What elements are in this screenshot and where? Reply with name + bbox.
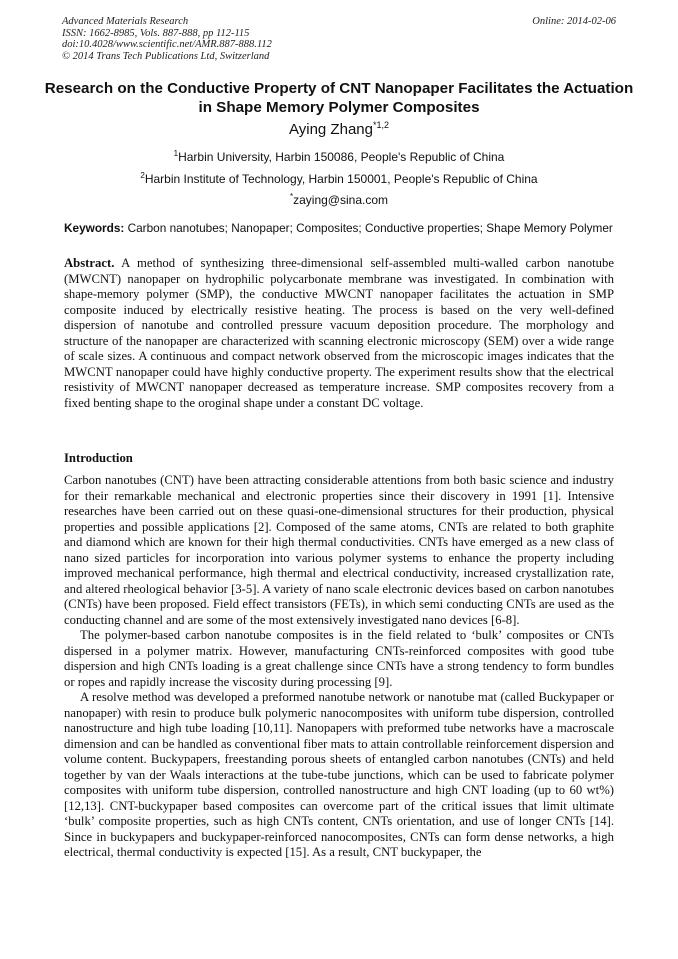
affiliation-1	[40, 150, 638, 165]
affiliation-1-sup: 1	[173, 149, 179, 158]
keywords	[64, 221, 614, 235]
online-date-text: Online: 2014-02-06	[532, 16, 616, 27]
paper-title: Research on the Conductive Property of CNT Nanopaper Facilitates the Actuation in Shape Memory Polymer Composites	[44, 80, 634, 116]
email-address[interactable]: zaying@sina.com	[293, 193, 388, 207]
affiliation-1-text: Harbin University, Harbin 150086, People's Republic of China	[178, 150, 505, 164]
author-line	[40, 120, 638, 139]
online-date	[532, 16, 616, 28]
abstract	[64, 256, 614, 411]
keywords-label: Keywords:	[64, 221, 125, 235]
author-name: Aying Zhang	[289, 121, 373, 138]
paragraph: A resolve method was developed a preformed nanotube network or nanotube mat (called Buckypaper or nanopaper) with resin to produce bulk polymeric nanocomposites with uniform tube dispersion, controlled nanostructure and high tube loading [10,11]. Nanopapers with preformed tube networks have a macroscale dimension and can be handled as conventional fiber mats to attain controllable reinforcement dispersion and volume content. Buckypapers, freestanding porous sheets of entangled carbon nanotubes (CNTs) and held together by van der Waals interactions at the tube-tube junctions, which can be used to fabricate polymer composites with uniform tube dispersion, controlled nanostructure and high CNT loading (up to 60 wt%) [12,13]. CNT-buckypaper based composites can overcome part of the critical issues that limit ultimate ‘bulk’ composite properties, such as high CNTs content, CNTs orientation, and use of longer CNTs [14]. Since in buckypapers and buckypaper-reinforced nanocomposites, CNTs can form dense networks, a high electrical, thermal conductivity is expected [15]. As a result, CNT buckypaper, the	[64, 690, 614, 859]
author-sup: *1,2	[372, 120, 389, 130]
paragraph: The polymer-based carbon nanotube composites is in the field related to ‘bulk’ composites or CNTs dispersed in a polymer matrix. However, manufacturing CNTs-reinforced composites with good tube dispersion and high CNTs loading is a great challenge since CNTs have a strong tendency to form bundles or ropes and rapidly increase the viscosity during processing [9].	[64, 628, 614, 689]
affiliation-2-sup: 2	[140, 171, 145, 180]
email-sup: *	[289, 192, 294, 201]
affiliation-2-text: Harbin Institute of Technology, Harbin 150001, People's Republic of China	[144, 172, 538, 186]
abstract-label: Abstract.	[64, 256, 115, 270]
keywords-text: Carbon nanotubes; Nanopaper; Composites; Conductive properties; Shape Memory Polymer	[127, 221, 613, 235]
introduction-body	[64, 473, 614, 861]
email-line	[40, 193, 638, 208]
journal-name: Advanced Materials Research	[62, 16, 189, 27]
journal-header	[62, 16, 272, 62]
affiliation-2	[40, 172, 638, 187]
paragraph: Carbon nanotubes (CNT) have been attracting considerable attentions from both basic science and industry for their remarkable mechanical and electronic properties since their discovery in 1991 [1]. Intensive researches have been carried out on these quasi-one-dimensional structures for their production, physical properties and possible applications [2]. Composed of the same atoms, CNTs are related to both graphite and diamond which are known for their high thermal conductivities. CNTs have emerged as a new class of nano sized particles for incorporation into various polymer systems to enhance the property including improved mechanical performance, high thermal and electrical conductivity, increased crystallization rate, and altered rheological behavior [3-5]. A variety of nano scale electronic devices based on carbon nanotubes (CNTs) have been proposed. Field effect transistors (FETs), in which semi conducting CNTs are used as the conducting channel and are some of the most extensively investigated nano devices [6-8].	[64, 473, 614, 627]
journal-doi: doi:10.4028/www.scientific.net/AMR.887-888.112	[62, 39, 272, 50]
abstract-text: A method of synthesizing three-dimensional self-assembled multi-walled carbon nanotube (MWCNT) nanopaper on hydrophilic polycarbonate membrane was investigated. In combination with shape-memory polymer (SMP), the conductive MWCNT nanopaper facilitates the actuation in SMP composite induced by electrically resistive heating. The process is based on the very well-defined dispersion of nanotube and controlled pressure vacuum deposition procedure. The morphology and structure of the nanopaper are characterized with scanning electronic microscopy (SEM) over a wide range of scale sizes. A continuous and compact network observed from the microscopic images indicates that the MWCNT nanopaper could have highly conductive property. The experiment results show that the electrical resistivity of MWCNT nanopaper decreased as temperature increase. SMP composites recovery from a fixed benting shape to the oroginal shape under a constant DC voltage.	[64, 256, 614, 410]
section-heading-introduction: Introduction	[64, 451, 133, 465]
journal-copyright: © 2014 Trans Tech Publications Ltd, Switzerland	[62, 50, 270, 62]
journal-issn: ISSN: 1662-8985, Vols. 887-888, pp 112-115	[62, 27, 250, 39]
